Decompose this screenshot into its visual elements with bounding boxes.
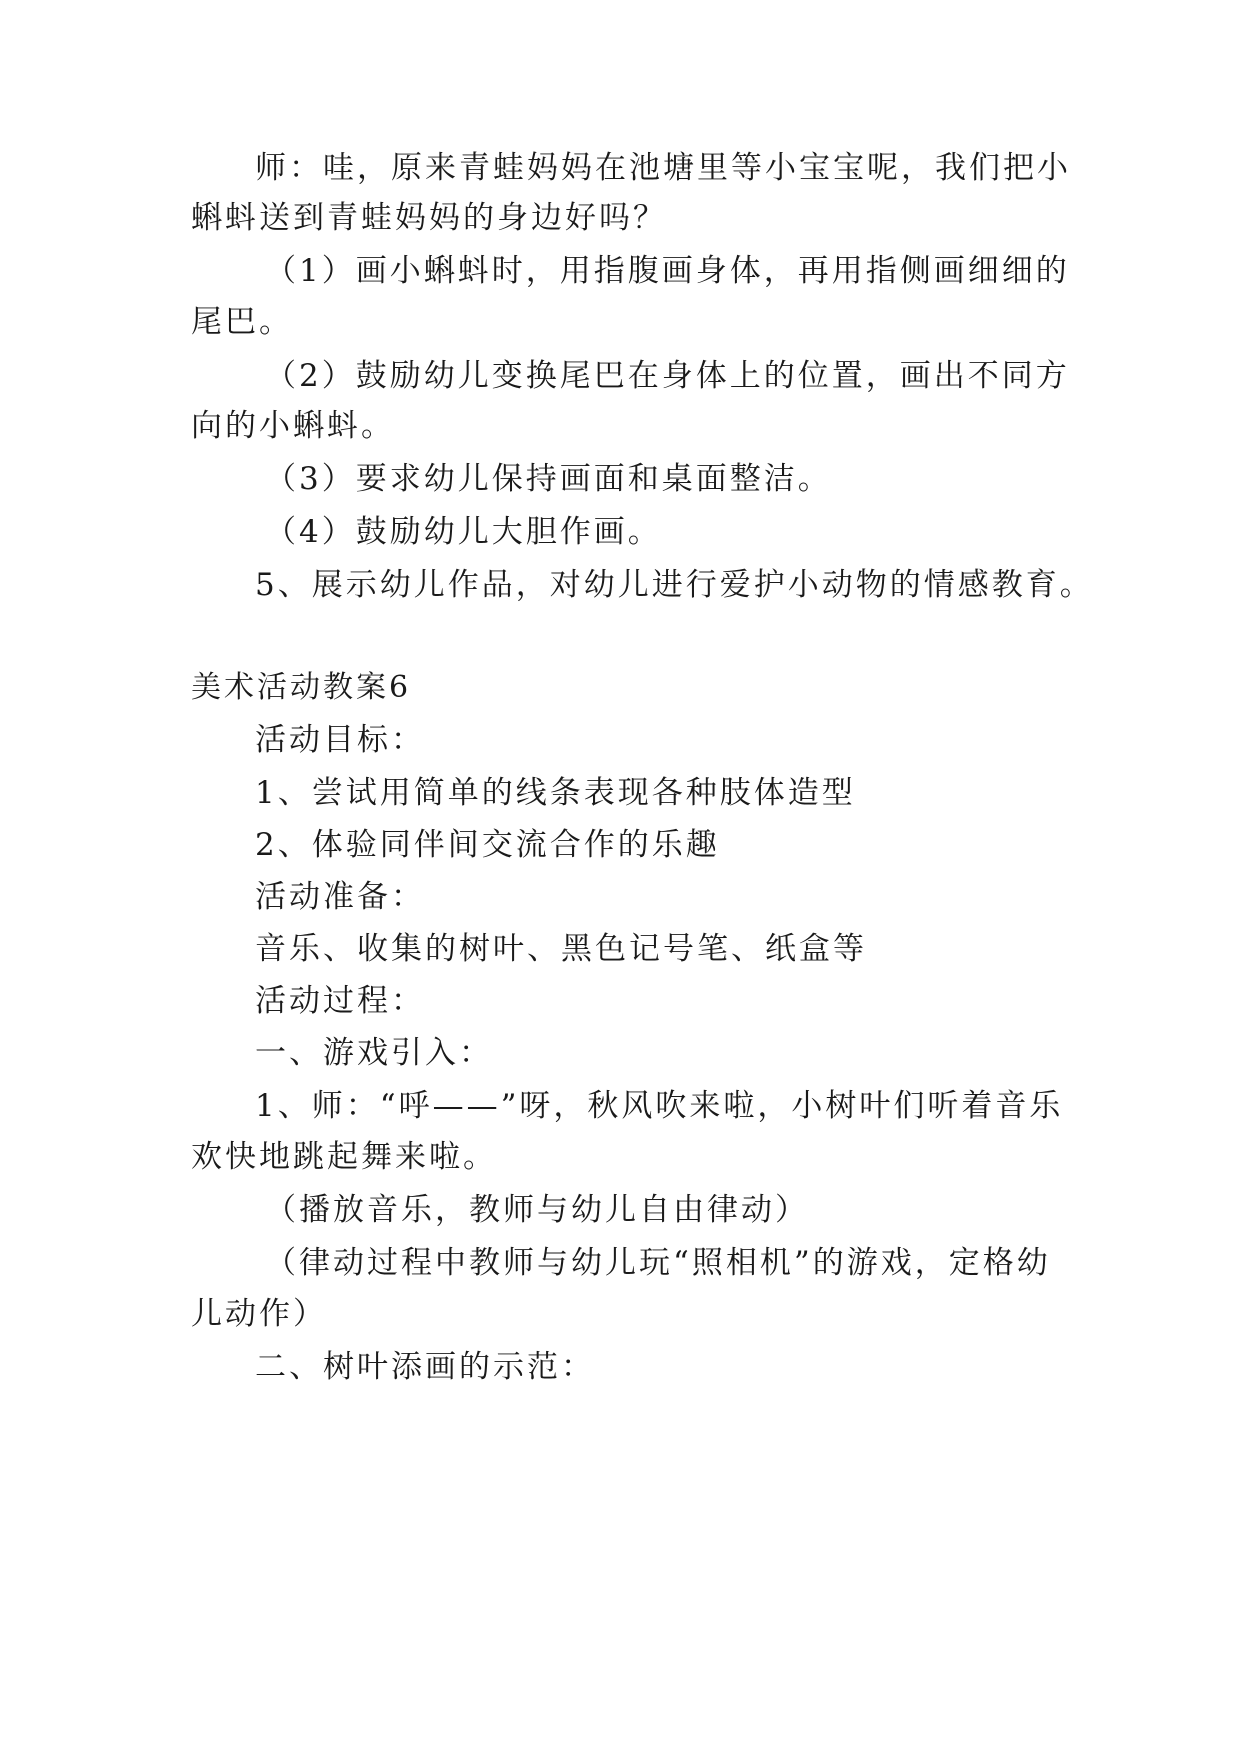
paragraph-line: 1、尝试用简单的线条表现各种肢体造型 bbox=[255, 775, 856, 811]
paragraph-line: （1）画小蝌蚪时，用指腹画身体，再用指侧画细细的 bbox=[265, 253, 1070, 289]
paragraph-line: （律动过程中教师与幼儿玩“照相机”的游戏，定格幼 bbox=[265, 1245, 1051, 1281]
paragraph-line: （2）鼓励幼儿变换尾巴在身体上的位置，画出不同方 bbox=[265, 358, 1070, 394]
paragraph-line: （播放音乐，教师与幼儿自由律动） bbox=[265, 1192, 809, 1228]
paragraph-line: 1、师：“呼——”呀，秋风吹来啦，小树叶们听着音乐 bbox=[255, 1088, 1064, 1124]
paragraph-line: 一、游戏引入： bbox=[255, 1035, 493, 1071]
paragraph-line: 活动目标： bbox=[255, 722, 425, 758]
section-title: 美术活动教案6 bbox=[191, 670, 412, 705]
paragraph-line: 儿动作） bbox=[191, 1296, 327, 1332]
paragraph-line: （4）鼓励幼儿大胆作画。 bbox=[265, 514, 662, 550]
paragraph-line: （3）要求幼儿保持画面和桌面整洁。 bbox=[265, 461, 832, 497]
paragraph-line: 蝌蚪送到青蛙妈妈的身边好吗？ bbox=[191, 200, 667, 236]
paragraph-line: 欢快地跳起舞来啦。 bbox=[191, 1139, 497, 1175]
paragraph-line: 师：哇，原来青蛙妈妈在池塘里等小宝宝呢，我们把小 bbox=[255, 150, 1071, 186]
paragraph-line: 二、树叶添画的示范： bbox=[255, 1349, 595, 1385]
paragraph-line: 活动过程： bbox=[255, 983, 425, 1019]
paragraph-line: 5、展示幼儿作品，对幼儿进行爱护小动物的情感教育。 bbox=[255, 567, 1094, 603]
paragraph-line: 向的小蝌蚪。 bbox=[191, 408, 395, 444]
paragraph-line: 尾巴。 bbox=[191, 304, 293, 340]
paragraph-line: 活动准备： bbox=[255, 879, 425, 915]
paragraph-line: 音乐、收集的树叶、黑色记号笔、纸盒等 bbox=[255, 931, 867, 967]
paragraph-line: 2、体验同伴间交流合作的乐趣 bbox=[255, 827, 720, 863]
